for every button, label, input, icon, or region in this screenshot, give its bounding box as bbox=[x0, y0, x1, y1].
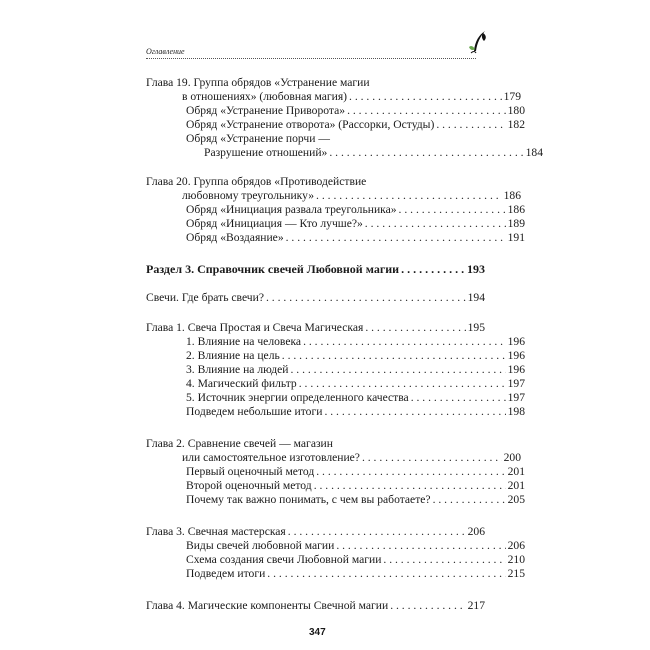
toc-entry-text: Обряд «Инициация развала треугольника» bbox=[186, 203, 397, 216]
toc-entry bbox=[146, 479, 525, 493]
toc-entry bbox=[146, 335, 525, 349]
toc-entry-page: 201 bbox=[507, 479, 525, 492]
dot-leader bbox=[286, 231, 506, 244]
toc-entry-page: 196 bbox=[507, 363, 525, 376]
toc-entry bbox=[146, 291, 485, 305]
dot-leader bbox=[349, 90, 502, 103]
toc-entry-text: Разрушение отношений» bbox=[204, 146, 328, 159]
dot-leader bbox=[329, 146, 523, 159]
header-divider bbox=[146, 58, 476, 59]
dot-leader bbox=[290, 363, 505, 376]
toc-entry-text: Глава 4. Магические компоненты Свечной магии bbox=[146, 599, 389, 612]
toc-entry-page: 197 bbox=[507, 377, 525, 390]
toc-entry-page: 189 bbox=[507, 217, 525, 230]
toc-entry-text: Обряд «Воздаяние» bbox=[186, 231, 284, 244]
toc-entry bbox=[146, 189, 521, 203]
toc-entry bbox=[146, 321, 485, 335]
dot-leader bbox=[299, 377, 506, 390]
dot-leader bbox=[324, 405, 505, 418]
toc-entry bbox=[146, 146, 543, 160]
dot-leader bbox=[399, 203, 506, 216]
toc-entry-page: 186 bbox=[503, 189, 521, 202]
toc-entry-text: Первый оценочный метод bbox=[186, 465, 315, 478]
toc-entry-text: Схема создания свечи Любовной магии bbox=[186, 553, 382, 566]
toc-entry-page: 191 bbox=[507, 231, 525, 244]
toc-entry-text: Глава 20. Группа обрядов «Противодействие bbox=[146, 175, 367, 188]
toc-entry-text: Второй оценочный метод bbox=[186, 479, 312, 492]
running-header bbox=[146, 45, 486, 65]
toc-entry-text: Глава 1. Свеча Простая и Свеча Магическая bbox=[146, 321, 364, 334]
dot-leader bbox=[365, 217, 506, 230]
toc-entry-page: 197 bbox=[507, 391, 525, 404]
toc-section-entry bbox=[146, 262, 485, 276]
dot-leader bbox=[314, 479, 506, 492]
toc-entry bbox=[146, 451, 521, 465]
toc-entry-page: 198 bbox=[507, 405, 525, 418]
dot-leader bbox=[383, 553, 505, 566]
page-number: 347 bbox=[309, 627, 326, 638]
toc-entry-text: в отношениях» (любовная магия) bbox=[182, 90, 348, 103]
toc-entry bbox=[146, 539, 525, 553]
dot-leader bbox=[288, 525, 466, 538]
toc-entry-page: 205 bbox=[507, 493, 525, 506]
toc-entry-text: 3. Влияние на людей bbox=[186, 363, 289, 376]
toc-entry bbox=[146, 175, 485, 189]
dot-leader bbox=[411, 391, 506, 404]
toc-entry bbox=[146, 493, 525, 507]
dot-leader bbox=[282, 349, 506, 362]
toc-entry-text: Обряд «Инициация — Кто лучше?» bbox=[186, 217, 363, 230]
toc-entry-page: 196 bbox=[507, 335, 525, 348]
toc-entry-page: 201 bbox=[507, 465, 525, 478]
toc-entry bbox=[146, 118, 525, 132]
toc-entry bbox=[146, 553, 525, 567]
toc-entry-page: 195 bbox=[467, 321, 485, 334]
dot-leader bbox=[303, 335, 506, 348]
toc-entry-text: Обряд «Устранение Приворота» bbox=[186, 104, 346, 117]
toc-entry-page: 200 bbox=[503, 451, 521, 464]
dot-leader bbox=[347, 104, 506, 117]
dot-leader bbox=[401, 262, 465, 277]
toc-entry bbox=[146, 437, 485, 451]
toc-entry-page: 196 bbox=[507, 349, 525, 362]
toc-entry bbox=[146, 132, 525, 146]
toc-entry bbox=[146, 104, 525, 118]
toc-entry-text: Обряд «Устранение отворота» (Рассорки, Остуды) bbox=[186, 118, 435, 131]
toc-entry-page: 210 bbox=[507, 553, 525, 566]
toc-entry bbox=[146, 525, 485, 539]
toc-entry-page: 193 bbox=[467, 262, 485, 276]
dot-leader bbox=[316, 465, 505, 478]
toc-entry-text: Свечи. Где брать свечи? bbox=[146, 291, 264, 304]
dot-leader bbox=[433, 493, 506, 506]
toc-entry-text: 5. Источник энергии определенного качества bbox=[186, 391, 409, 404]
dot-leader bbox=[390, 599, 465, 612]
toc-entry-text: Раздел 3. Справочник свечей Любовной магии bbox=[146, 262, 400, 276]
quill-icon bbox=[467, 29, 489, 59]
dot-leader bbox=[336, 539, 505, 552]
toc-entry-text: Обряд «Устранение порчи — bbox=[186, 132, 330, 145]
toc-entry-text: 4. Магический фильтр bbox=[186, 377, 297, 390]
header-title: Оглавление bbox=[146, 47, 185, 56]
toc-entry-page: 182 bbox=[507, 118, 525, 131]
toc-entry-text: Виды свечей любовной магии bbox=[186, 539, 335, 552]
toc-entry bbox=[146, 363, 525, 377]
toc-entry-page: 215 bbox=[507, 567, 525, 580]
toc-entry bbox=[146, 90, 521, 104]
toc-entry-page: 206 bbox=[467, 525, 485, 538]
dot-leader bbox=[267, 567, 505, 580]
toc-entry-text: Глава 2. Сравнение свечей — магазин bbox=[146, 437, 333, 450]
dot-leader bbox=[362, 451, 502, 464]
toc-entry-page: 184 bbox=[525, 146, 543, 159]
dot-leader bbox=[316, 189, 502, 202]
toc-entry-text: Почему так важно понимать, с чем вы работаете? bbox=[186, 493, 431, 506]
toc-entry-text: Подведем небольшие итоги bbox=[186, 405, 323, 418]
toc-entry-text: Глава 19. Группа обрядов «Устранение магии bbox=[146, 76, 370, 89]
dot-leader bbox=[436, 118, 505, 131]
toc-entry bbox=[146, 231, 525, 245]
toc-entry-page: 186 bbox=[507, 203, 525, 216]
toc-entry-text: любовному треугольнику» bbox=[182, 189, 315, 202]
toc-entry-page: 206 bbox=[507, 539, 525, 552]
toc-entry bbox=[146, 465, 525, 479]
toc-entry-page: 180 bbox=[507, 104, 525, 117]
toc-entry-text: Подведем итоги bbox=[186, 567, 266, 580]
toc-entry-text: или самостоятельное изготовление? bbox=[182, 451, 360, 464]
toc-entry bbox=[146, 349, 525, 363]
toc-entry bbox=[146, 599, 485, 613]
toc-entry-text: 2. Влияние на цель bbox=[186, 349, 280, 362]
toc-entry bbox=[146, 76, 485, 90]
toc-entry-page: 194 bbox=[467, 291, 485, 304]
toc-entry-text: 1. Влияние на человека bbox=[186, 335, 302, 348]
toc-entry bbox=[146, 567, 525, 581]
toc-entry-page: 217 bbox=[467, 599, 485, 612]
toc-entry bbox=[146, 391, 525, 405]
toc-entry-page: 179 bbox=[503, 90, 521, 103]
toc-entry bbox=[146, 217, 525, 231]
toc-entry-text: Глава 3. Свечная мастерская bbox=[146, 525, 286, 538]
toc-entry bbox=[146, 203, 525, 217]
dot-leader bbox=[365, 321, 465, 334]
dot-leader bbox=[266, 291, 466, 304]
toc-entry bbox=[146, 405, 525, 419]
toc-entry bbox=[146, 377, 525, 391]
